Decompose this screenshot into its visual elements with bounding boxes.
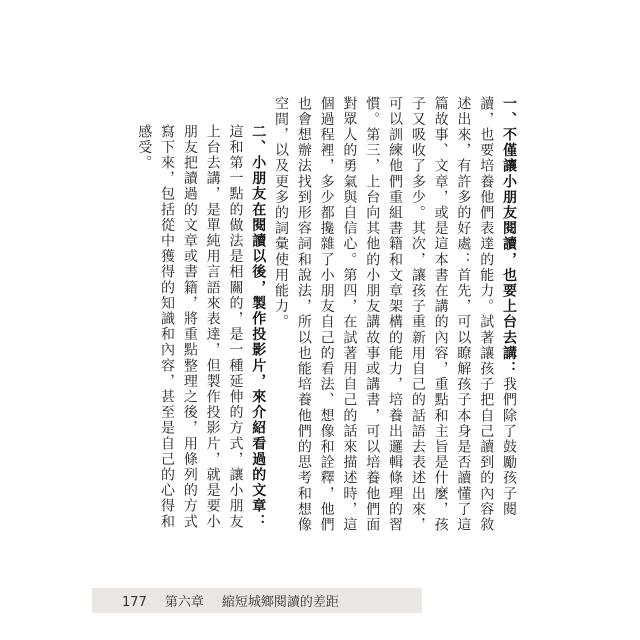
paragraph-2-heading: 二、小朋友在閱讀以後，製作投影片，來介紹看過的文章：: [250, 124, 267, 530]
paragraph-1-text: 我們除了鼓勵孩子閱讀，也要培養他們表達的能力。試著讓孩子把自己讀到的內容敘述出來，有許多的好處：首先，可以瞭解孩子本身是否讀懂了這篇故事、文章，或是這本書在講的內容，重點和主旨是什麼，孩子又吸收了多少。其次，讓孩子重新用自己的話語去表述出來，可以訓練他們重組書籍和文章架構的能力，培養出邏輯條理的習慣。第三，上台向其他的小朋友講故事或講書，可以培養他們面對眾人的勇氣與自信心。第四，在試著用自己的話來描述時，這個過程裡，多少都攙雜了小朋友自己的看法、想像和詮釋，他們也會想辦法找到形容詞和說法，所以也能培養他們的思考和想像空間，以及更多的詞彙使用能力。: [273, 96, 517, 533]
page-number: 177: [122, 595, 147, 610]
paragraph-1: [269, 96, 520, 536]
paragraph-1-heading: 一、不僅讓小朋友閱讀，也要上台去講：: [501, 96, 517, 377]
vertical-text-body: [100, 96, 520, 536]
page-footer: [122, 591, 357, 610]
chapter-label: 第六章: [164, 595, 204, 610]
paragraph-2-text: 這和第一點的做法是相關的，是一種延伸的方式，讓小朋友上台去講，是單純用言語來表達，但製作投影片，就是要小朋友把讀過的文章或書籍，將重點整理之後，用條列的方式寫下來，包括從中獲得的知識和內容，甚至是自己的心得和感受。: [136, 124, 244, 530]
paragraph-2: [132, 96, 269, 536]
chapter-title: 縮短城鄉閱讀的差距: [221, 595, 339, 610]
